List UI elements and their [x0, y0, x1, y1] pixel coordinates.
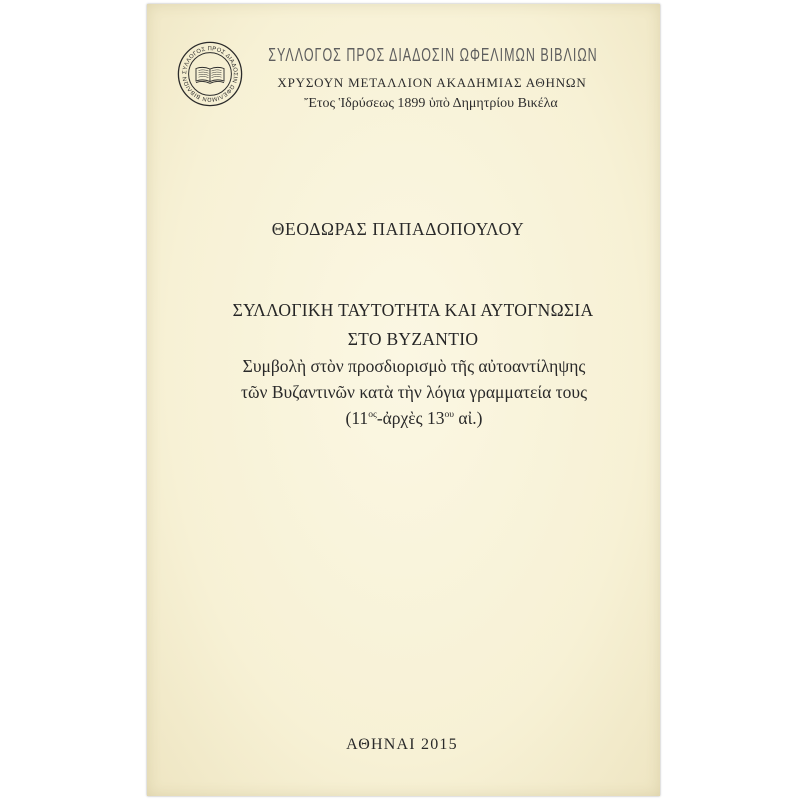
title-line-2: ΣΤΟ ΒΥΖΑΝΤΙΟ [347, 329, 479, 349]
subtitle-line-2: τῶν Βυζαντινῶν κατὰ τὴν λόγια γραμματεία τους [240, 382, 587, 402]
subtitle-line-3 [194, 405, 634, 431]
ordinal-suffix-2: ου [444, 409, 455, 421]
publisher-founded: Ἔτος Ἱδρύσεως 1899 ὑπὸ Δημητρίου Βικέλα [304, 96, 558, 111]
publisher-name: ΣΥΛΛΟΓΟΣ ΠΡΟΣ ΔΙΑΔΟΣΙΝ ΩΦΕΛΙΜΩΝ ΒΙΒΛΙΩΝ [268, 44, 598, 66]
book-cover [147, 4, 660, 796]
ordinal-suffix-1: ος [368, 409, 377, 421]
period-middle: -ἀρχὲς 13 [376, 408, 445, 428]
author-name: ΘΕΟΔΩΡΑΣ ΠΑΠΑΔΟΠΟΥΛΟΥ [271, 219, 525, 239]
publisher-award: ΧΡΥΣΟΥΝ ΜΕΤΑΛΛΙΟΝ ΑΚΑΔΗΜΙΑΣ ΑΘΗΝΩΝ [277, 75, 587, 90]
period-start: (11 [345, 408, 369, 428]
book-subtitle [194, 353, 634, 431]
seal-ring-text-path: ΣΥΛΛΟΓΟΣ ΠΡΟΣ ΔΙΑΔΟΣΙΝ ΩΦΕΛΙΜΩΝ ΒΙΒΛΙΩΝ [182, 46, 238, 102]
open-book-icon [196, 67, 224, 83]
title-line-1: ΣΥΛΛΟΓΙΚΗ ΤΑΥΤΟΤΗΤΑ ΚΑΙ ΑΥΤΟΓΝΩΣΙΑ [232, 300, 594, 320]
book-title [193, 296, 633, 354]
period-end: αἰ.) [454, 408, 483, 428]
subtitle-line-1: Συμβολὴ στὸν προσδιορισμὸ τῆς αὐτοαντίληψης [242, 356, 586, 376]
imprint-place-year: ΑΘΗΝΑΙ 2015 [346, 736, 458, 753]
